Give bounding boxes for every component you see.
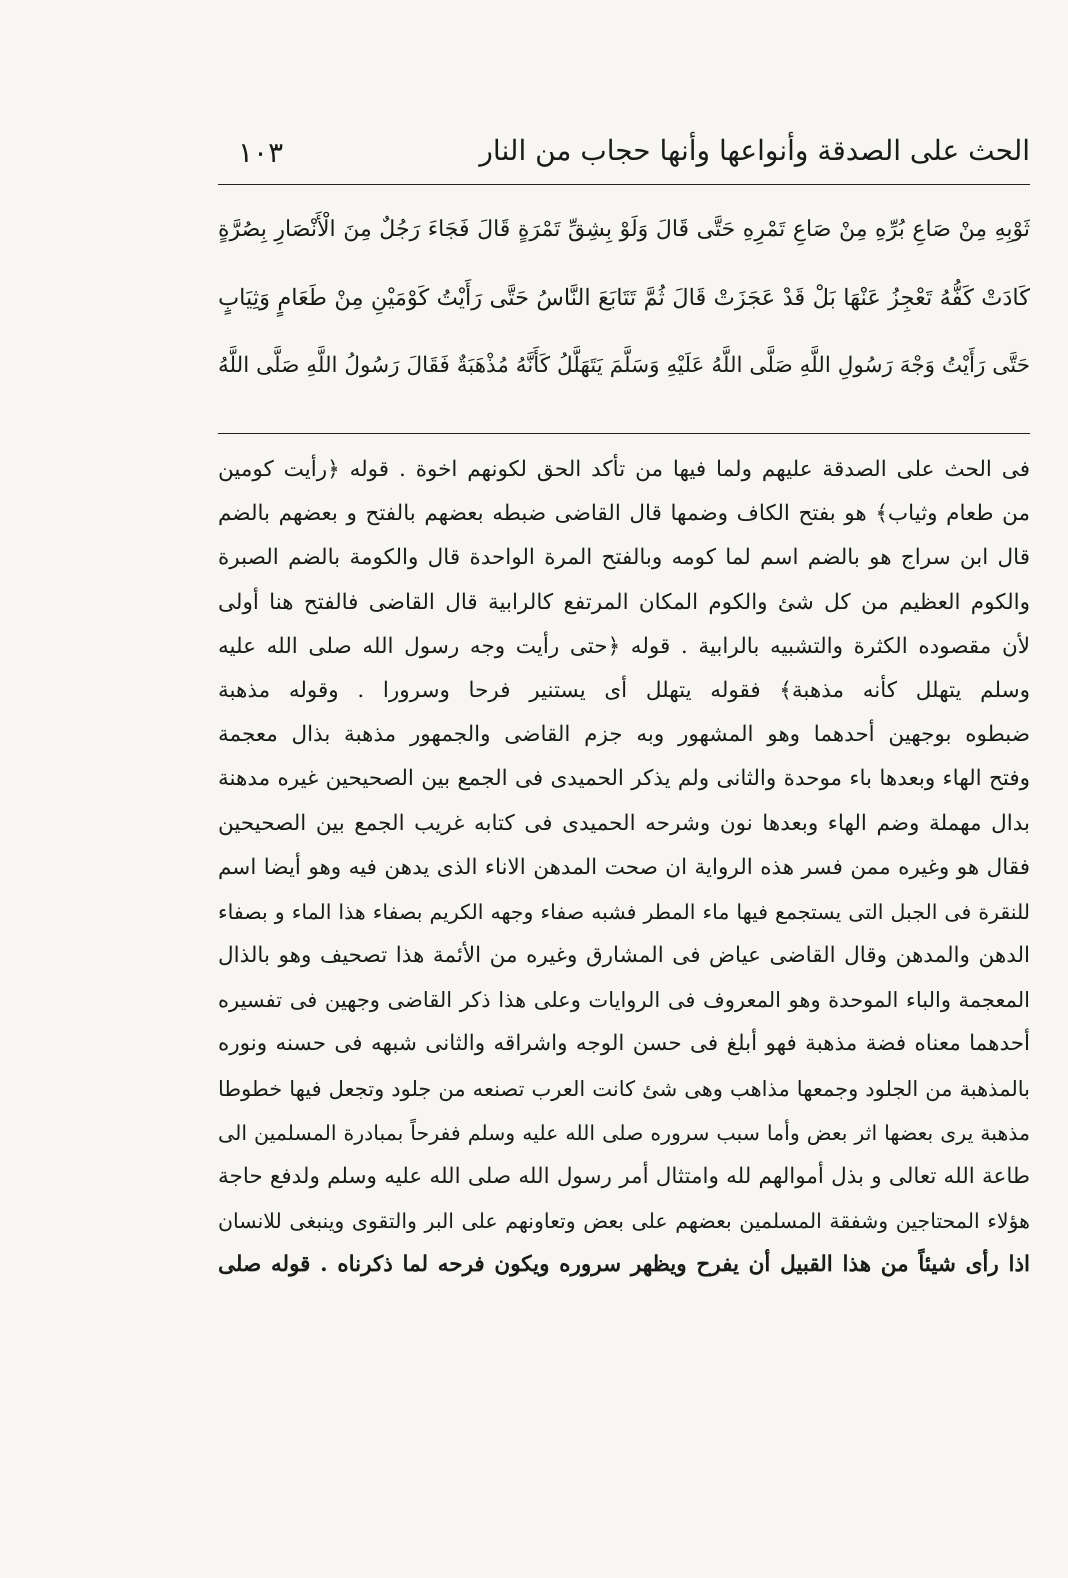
commentary-line: ضبطوه بوجهين أحدهما وهو المشهور وبه جزم القاضى والجمهور مذهبة بذال معجمة <box>218 722 1030 748</box>
running-title: الحث على الصدقة وأنواعها وأنها حجاب من النار <box>479 134 1030 167</box>
section-divider <box>218 433 1030 434</box>
hadith-text <box>218 196 1030 400</box>
commentary-line: بدال مهملة وضم الهاء وبعدها نون وشرحه الحميدى فى كتابه غريب الجمع بين الصحيحين <box>218 810 1030 836</box>
commentary-line: اذا رأى شيئاً من هذا القبيل أن يفرح ويظهر سروره ويكون فرحه لما ذكرناه . قوله صلى <box>218 1252 1030 1278</box>
commentary-line: فقال هو وغيره ممن فسر هذه الرواية ان صحت المدهن الاناء الذى يدهن فيه وهو أيضا اسم <box>218 854 1030 880</box>
header-rule <box>218 184 1030 185</box>
commentary-line: لأن مقصوده الكثرة والتشبيه بالرابية . قوله ﴿حتى رأيت وجه رسول الله صلى الله عليه <box>218 633 1030 659</box>
commentary-line: وسلم يتهلل كأنه مذهبة﴾ فقوله يتهلل أى يستنير فرحا وسرورا . وقوله مذهبة <box>218 677 1030 703</box>
hadith-line: كَادَتْ كَفُّهُ تَعْجِزُ عَنْهَا بَلْ قَدْ عَجَزَتْ قَالَ ثُمَّ تَتَابَعَ النَّاسُ حَتَّى رَأَيْتُ كَوْمَيْنِ مِنْ طَعَامٍ وَثِيَابٍ <box>218 285 1030 311</box>
hadith-line: حَتَّى رَأَيْتُ وَجْهَ رَسُولِ اللَّهِ صَلَّى اللَّهُ عَلَيْهِ وَسَلَّمَ يَتَهَلَّلُ كَأَنَّهُ مُذْهَبَةٌ فَقَالَ رَسُولُ اللَّهِ صَلَّى اللَّهُ <box>218 353 1030 378</box>
page-header <box>218 128 1030 178</box>
commentary-line: فى الحث على الصدقة عليهم ولما فيها من تأكد الحق لكونهم اخوة . قوله ﴿رأيت كومين <box>218 457 1030 482</box>
hadith-line: ثَوْبِهِ مِنْ صَاعِ بُرِّهِ مِنْ صَاعِ تَمْرِهِ حَتَّى قَالَ وَلَوْ بِشِقِّ تَمْرَةٍ قَالَ فَجَاءَ رَجُلٌ مِنَ الْأَنْصَارِ بِصُرَّةٍ <box>218 217 1030 242</box>
commentary-line: أحدهما معناه فضة مذهبة فهو أبلغ فى حسن الوجه واشراقه والثانى شبهه فى حسنه ونوره <box>218 1031 1030 1057</box>
commentary-line: مذهبة يرى بعضها اثر بعض وأما سبب سروره صلى الله عليه وسلم ففرحاً بمبادرة المسلمين الى <box>218 1120 1030 1145</box>
commentary-line: بالمذهبة من الجلود وجمعها مذاهب وهى شئ كانت العرب تصنعه من جلود وتجعل فيها خطوطا <box>218 1076 1030 1101</box>
commentary-line: وفتح الهاء وبعدها باء موحدة والثانى ولم يذكر الحميدى فى الجمع بين الصحيحين غيره مدهنة <box>218 766 1030 792</box>
page-number: ١٠٣ <box>238 136 284 169</box>
commentary-text <box>218 448 1030 1288</box>
commentary-line: هؤلاء المحتاجين وشفقة المسلمين بعضهم على بعض وتعاونهم على البر والتقوى وينبغى للانسان <box>218 1209 1030 1234</box>
commentary-line: من طعام وثياب﴾ هو بفتح الكاف وضمها قال القاضى ضبطه بعضهم بالفتح و بعضهم بالضم <box>218 501 1030 527</box>
commentary-line: والكوم العظيم من كل شئ والكوم المكان المرتفع كالرابية قال القاضى فالفتح هنا أولى <box>218 589 1030 615</box>
commentary-line: المعجمة والباء الموحدة وهو المعروف فى الروايات وعلى هذا ذكر القاضى وجهين فى تفسيره <box>218 988 1030 1013</box>
commentary-line: الدهن والمدهن وقال القاضى عياض فى المشارق وغيره من الأئمة هذا تصحيف وهو بالذال <box>218 943 1030 969</box>
commentary-line: طاعة الله تعالى و بذل أموالهم لله وامتثال أمر رسول الله صلى الله عليه وسلم ولدفع حاجة <box>218 1164 1030 1189</box>
commentary-line: للنقرة فى الجبل التى يستجمع فيها ماء المطر فشبه صفاء وجهه الكريم بصفاء هذا الماء و بصفاء <box>218 899 1030 924</box>
commentary-line: قال ابن سراج هو بالضم اسم لما كومه وبالفتح المرة الواحدة قال والكومة بالضم الصبرة <box>218 545 1030 571</box>
